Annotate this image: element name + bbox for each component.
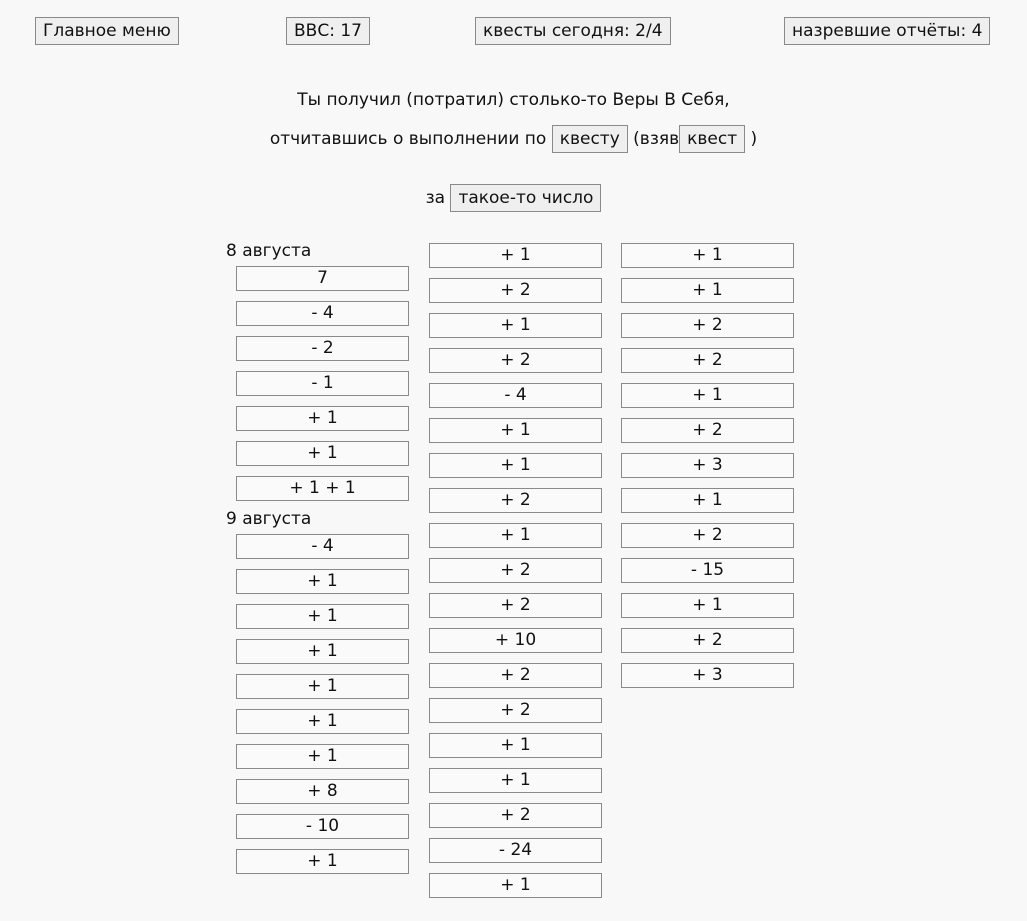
log-entry[interactable]: - 2 (236, 336, 409, 361)
log-entry[interactable]: + 1 (429, 523, 602, 548)
log-entry[interactable]: + 2 (429, 593, 602, 618)
date-label-aug-8: 8 августа (226, 241, 312, 261)
log-entry[interactable]: + 1 (621, 383, 794, 408)
info-line-3 (0, 184, 1027, 212)
pending-reports-button[interactable]: назревшие отчёты: 4 (784, 17, 990, 45)
main-menu-button[interactable]: Главное меню (35, 17, 179, 45)
log-entry[interactable]: + 1 (236, 441, 409, 466)
log-entry[interactable]: - 10 (236, 814, 409, 839)
info-line-2 (0, 125, 1027, 153)
log-entry[interactable]: + 2 (429, 803, 602, 828)
log-entry[interactable]: + 1 (236, 569, 409, 594)
quest-link-button[interactable]: квесту (552, 125, 628, 153)
vvs-counter-button[interactable]: ВВС: 17 (286, 17, 370, 45)
log-entry[interactable]: + 1 + 1 (236, 476, 409, 501)
log-entry[interactable]: + 1 (429, 733, 602, 758)
info-line-1 (0, 88, 1027, 112)
log-entry[interactable]: - 24 (429, 838, 602, 863)
log-entry[interactable]: - 4 (429, 383, 602, 408)
log-entry[interactable]: + 1 (621, 488, 794, 513)
log-entry[interactable]: + 1 (429, 768, 602, 793)
log-entry[interactable]: - 4 (236, 534, 409, 559)
log-entry[interactable]: + 10 (429, 628, 602, 653)
log-entry[interactable]: + 1 (236, 709, 409, 734)
log-entry[interactable]: + 1 (621, 278, 794, 303)
log-entry[interactable]: + 2 (429, 663, 602, 688)
log-entry[interactable]: + 2 (429, 698, 602, 723)
number-select-button[interactable]: такое-то число (450, 184, 601, 212)
take-quest-button[interactable]: квест (679, 125, 745, 153)
log-entry[interactable]: + 3 (621, 453, 794, 478)
log-entry[interactable]: + 2 (429, 558, 602, 583)
info-text-3-prefix: за (425, 188, 446, 208)
log-entry[interactable]: + 2 (621, 523, 794, 548)
info-text-2-middle: (взяв (633, 129, 680, 149)
log-entry[interactable]: + 2 (621, 628, 794, 653)
log-entry[interactable]: + 2 (429, 278, 602, 303)
log-entry[interactable]: - 15 (621, 558, 794, 583)
log-entry[interactable]: + 2 (621, 418, 794, 443)
log-entry[interactable]: + 3 (621, 663, 794, 688)
log-entry[interactable]: + 1 (236, 744, 409, 769)
info-text-2-prefix: отчитавшись о выполнении по (269, 129, 547, 149)
log-entry[interactable]: + 8 (236, 779, 409, 804)
quests-today-button[interactable]: квесты сегодня: 2/4 (475, 17, 671, 45)
log-entry[interactable]: + 1 (236, 849, 409, 874)
log-entry[interactable]: + 1 (429, 418, 602, 443)
log-entry[interactable]: + 1 (429, 243, 602, 268)
log-entry[interactable]: + 2 (621, 313, 794, 338)
log-entry[interactable]: 7 (236, 266, 409, 291)
log-entry[interactable]: + 2 (429, 348, 602, 373)
log-entry[interactable]: + 1 (236, 406, 409, 431)
info-text-1: Ты получил (потратил) столько-то Веры В Себя, (297, 90, 730, 110)
log-entry[interactable]: + 1 (236, 604, 409, 629)
log-entry[interactable]: - 4 (236, 301, 409, 326)
log-entry[interactable]: + 1 (621, 243, 794, 268)
log-entry[interactable]: + 1 (236, 639, 409, 664)
log-entry[interactable]: + 1 (621, 593, 794, 618)
log-entry[interactable]: + 1 (429, 453, 602, 478)
info-text-2-suffix: ) (750, 129, 758, 149)
log-entry[interactable]: + 2 (429, 488, 602, 513)
log-entry[interactable]: + 1 (236, 674, 409, 699)
log-entry[interactable]: + 1 (429, 873, 602, 898)
date-label-aug-9: 9 августа (226, 509, 312, 529)
log-entry[interactable]: + 1 (429, 313, 602, 338)
log-entry[interactable]: + 2 (621, 348, 794, 373)
log-entry[interactable]: - 1 (236, 371, 409, 396)
